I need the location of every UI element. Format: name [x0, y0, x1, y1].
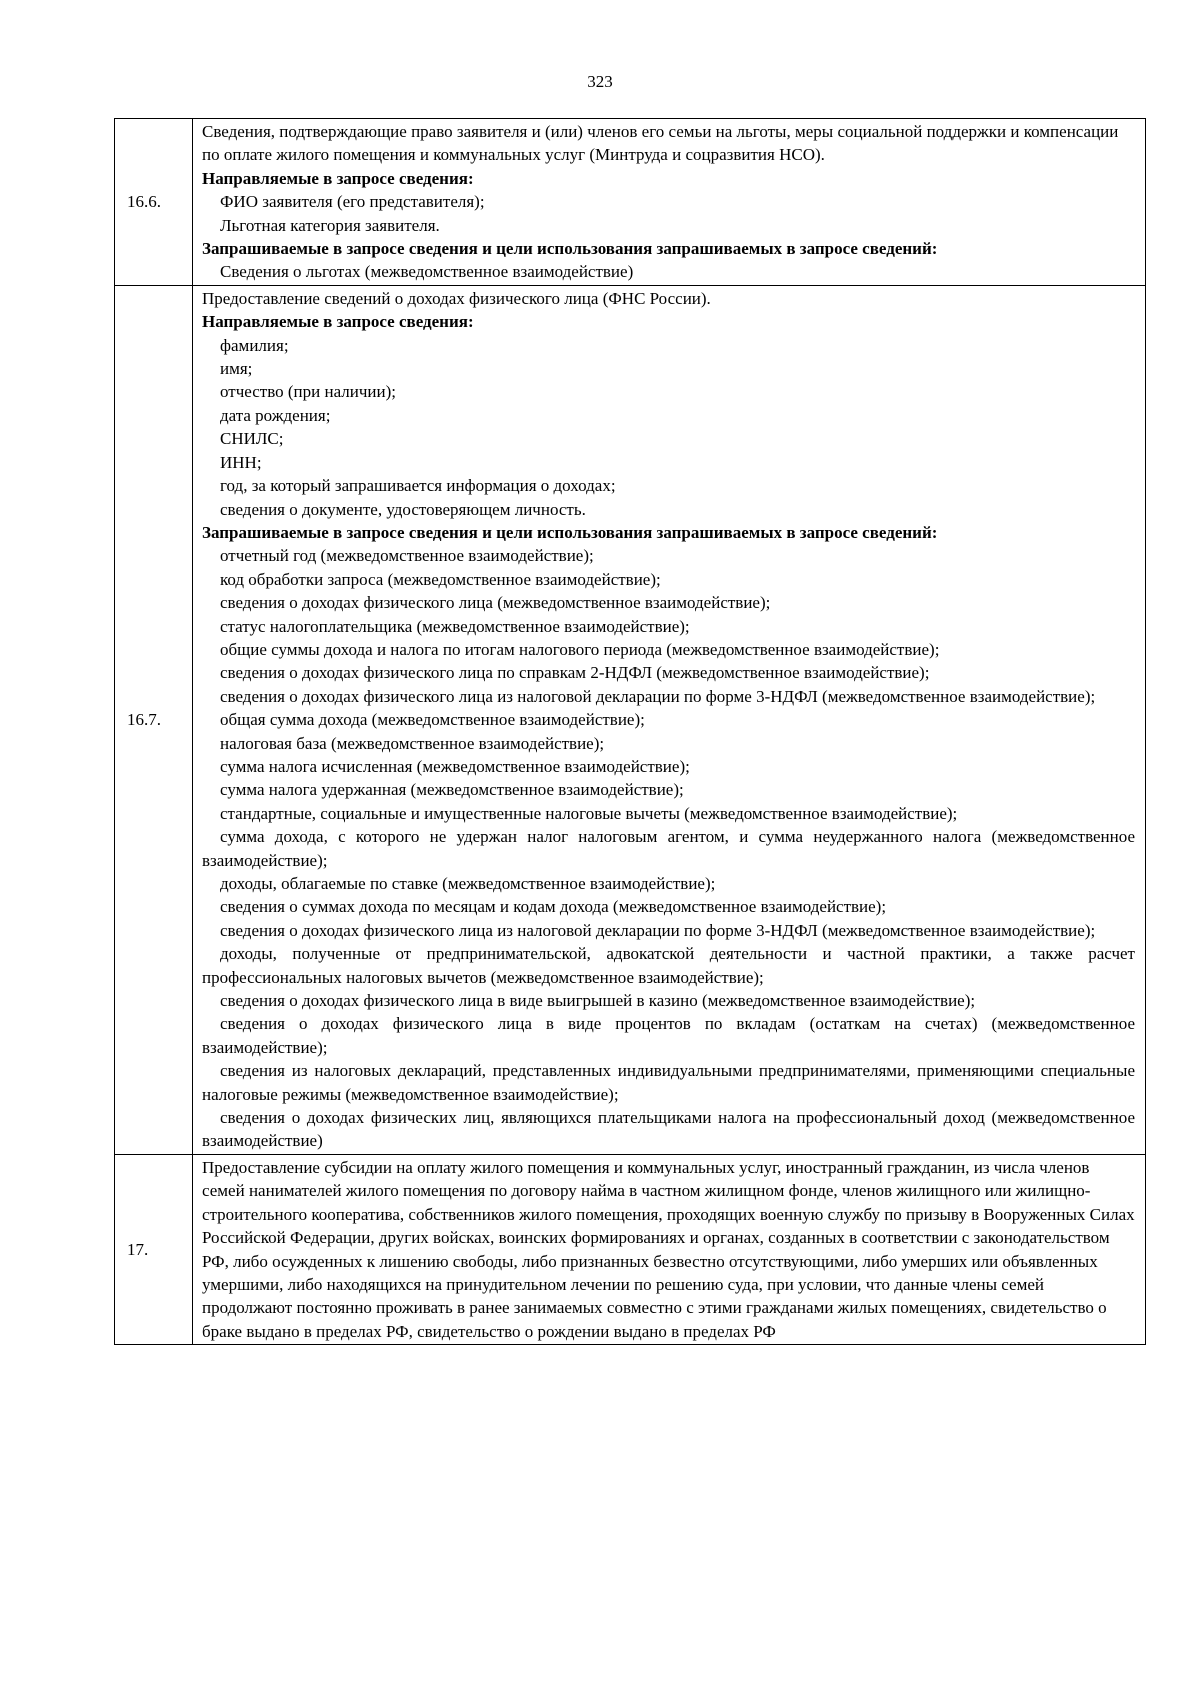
content-line: СНИЛС; [220, 429, 284, 449]
content-line: сведения о доходах физических лиц, являющихся плательщиками налога на профессиональный доход (межведомственное взаимодействие) [202, 1108, 1135, 1151]
content-line: общая сумма дохода (межведомственное взаимодействие); [220, 710, 645, 730]
row-number: 16.7. [115, 285, 193, 1154]
page-number: 323 [587, 72, 613, 91]
content-line: отчество (при наличии); [220, 382, 396, 402]
section-heading: Запрашиваемые в запросе сведения и цели использования запрашиваемых в запросе сведений: [202, 239, 938, 259]
content-line: сведения о доходах физического лица (межведомственное взаимодействие); [220, 593, 771, 613]
row-number: 17. [115, 1154, 193, 1344]
content-line: дата рождения; [220, 405, 331, 425]
content-line: общие суммы дохода и налога по итогам налогового периода (межведомственное взаимодействие); [220, 639, 940, 659]
content-line: отчетный год (межведомственное взаимодействие); [220, 546, 594, 566]
table-row [115, 285, 1146, 1154]
content-line: фамилия; [220, 335, 289, 355]
row-number: 16.6. [115, 119, 193, 286]
document-table [114, 118, 1146, 1345]
content-line: сведения о доходах физического лица в виде процентов по вкладам (остаткам на счетах) (межведомственное взаимодействие); [202, 1014, 1135, 1057]
content-line: сведения о суммах дохода по месяцам и кодам дохода (межведомственное взаимодействие); [220, 897, 887, 917]
content-line: Предоставление сведений о доходах физического лица (ФНС России). [202, 288, 711, 308]
section-heading: Направляемые в запросе сведения: [202, 312, 474, 332]
section-heading: Направляемые в запросе сведения: [202, 168, 474, 188]
content-line: сумма налога исчисленная (межведомственное взаимодействие); [220, 756, 690, 776]
table-row [115, 1154, 1146, 1344]
content-line: сумма дохода, с которого не удержан налог налоговым агентом, и сумма неудержанного налога (межведомственное взаимодействие); [202, 827, 1135, 870]
content-line: Сведения, подтверждающие право заявителя и (или) членов его семьи на льготы, меры социальной поддержки и компенсации по оплате жилого помещения и коммунальных услуг (Минтруда и соцразвития НСО). [202, 122, 1119, 165]
content-line: сведения о документе, удостоверяющем личность. [220, 499, 586, 519]
content-line: Предоставление субсидии на оплату жилого помещения и коммунальных услуг, иностранный гражданин, из числа членов семей нанимателей жилого помещения по договору найма в частном жилищном фонде, членов жилищного или жилищно-строительного кооператива, собственников жилого помещения, проходящих военную службу по призыву в Вооруженных Силах Российской Федерации, других войсках, воинских формированиях и органах, созданных в соответствии с законодательством РФ, либо осужденных к лишению свободы, либо признанных безвестно отсутствующими, либо умерших или объявленных умершими, либо находящихся на принудительном лечении по решению суда, при условии, что данные члены семей продолжают постоянно проживать в ранее занимаемых совместно с этими гражданами жилых помещениях, свидетельство о браке выдано в пределах РФ, свидетельство о рождении выдано в пределах РФ [202, 1157, 1135, 1341]
content-line: статус налогоплательщика (межведомственное взаимодействие); [220, 616, 690, 636]
content-line: год, за который запрашивается информация о доходах; [220, 476, 616, 496]
content-line: Льготная категория заявителя. [220, 215, 440, 235]
content-line: ФИО заявителя (его представителя); [220, 192, 485, 212]
content-line: доходы, облагаемые по ставке (межведомственное взаимодействие); [220, 874, 716, 893]
content-line: имя; [220, 359, 253, 379]
row-content [193, 1154, 1146, 1344]
content-line: сведения о доходах физического лица в виде выигрышей в казино (межведомственное взаимодействие); [220, 991, 976, 1011]
content-line: стандартные, социальные и имущественные налоговые вычеты (межведомственное взаимодействие); [220, 803, 958, 823]
content-line: сведения о доходах физического лица из налоговой декларации по форме 3-НДФЛ (межведомственное взаимодействие); [220, 686, 1096, 706]
section-heading: Запрашиваемые в запросе сведения и цели использования запрашиваемых в запросе сведений: [202, 522, 938, 542]
content-line: ИНН; [220, 452, 262, 472]
content-line: сумма налога удержанная (межведомственное взаимодействие); [220, 780, 684, 800]
content-line: налоговая база (межведомственное взаимодействие); [220, 733, 605, 753]
row-content [193, 285, 1146, 1154]
content-line: код обработки запроса (межведомственное взаимодействие); [220, 569, 661, 589]
content-line: сведения о доходах физического лица из налоговой декларации по форме 3-НДФЛ (межведомственное взаимодействие); [220, 920, 1096, 940]
table-body [115, 119, 1146, 1345]
content-line: сведения из налоговых деклараций, представленных индивидуальными предпринимателями, применяющими специальные налоговые режимы (межведомственное взаимодействие); [202, 1061, 1135, 1104]
content-line: Сведения о льготах (межведомственное взаимодействие) [220, 262, 634, 282]
row-content [193, 119, 1146, 286]
content-line: доходы, полученные от предпринимательской, адвокатской деятельности и частной практики, а также расчет профессиональных налоговых вычетов (межведомственное взаимодействие); [202, 944, 1135, 987]
table-row [115, 119, 1146, 286]
content-line: сведения о доходах физического лица по справкам 2-НДФЛ (межведомственное взаимодействие); [220, 663, 930, 683]
